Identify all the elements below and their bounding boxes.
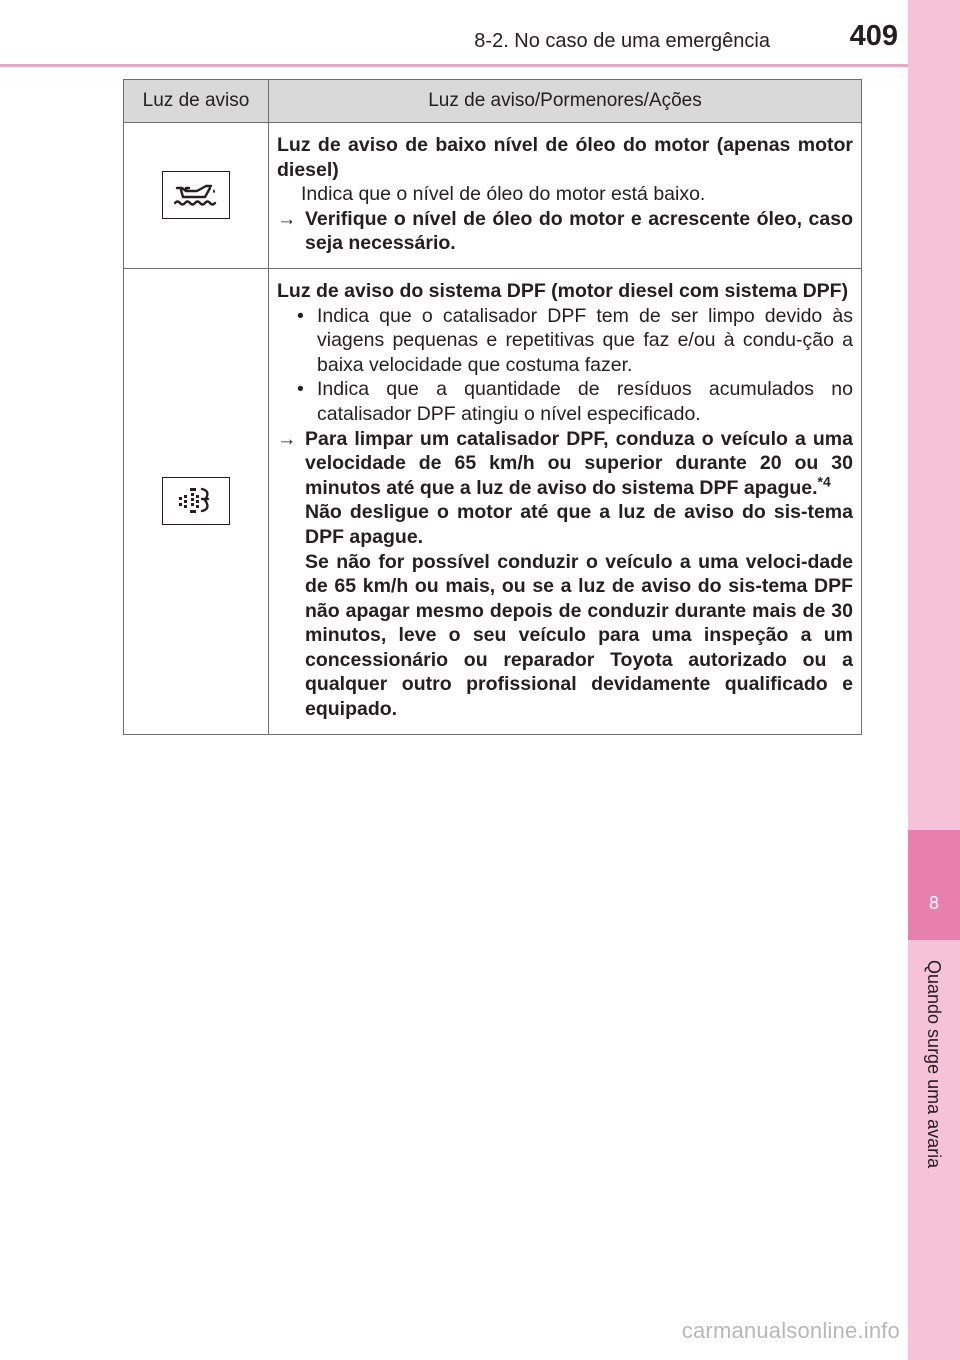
oil-warning-title: Luz de aviso de baixo nível de óleo do motor (apenas motor diesel) — [277, 134, 853, 181]
table-header-row — [124, 80, 862, 123]
arrow-icon: → — [277, 207, 297, 230]
column-header-warning-light: Luz de aviso — [124, 80, 269, 123]
dpf-action-inspection: Se não for possível conduzir o veículo a uma veloci-dade de 65 km/h ou mais, ou se a luz de aviso do sis-tema DPF não apagar mesmo depois de conduzir durante mais de 30 minutos, leve o seu veículo para uma inspeção a um concessionário ou reparador Toyota autorizado ou a qualquer outro profissional devidamente qualificado e equipado. — [305, 550, 853, 721]
page-number: 409 — [849, 20, 898, 52]
oil-warning-action — [277, 207, 853, 256]
dpf-warning-bullet — [277, 304, 853, 378]
bullet-icon: • — [297, 378, 304, 401]
dpf-bullet-text: Indica que a quantidade de resíduos acumulados no catalisador DPF atingiu o nível especificado. — [317, 378, 853, 425]
icon-cell — [124, 123, 269, 269]
chapter-side-tab — [908, 0, 960, 1360]
oil-warning-action-text: Verifique o nível de óleo do motor e acrescente óleo, caso seja necessário. — [305, 207, 853, 255]
dpf-action-engine: Não desligue o motor até que a luz de aviso do sis-tema DPF apague. — [305, 501, 853, 548]
dpf-bullet-text: Indica que o catalisador DPF tem de ser limpo devido às viagens pequenas e repetitivas que faz e/ou à condu-ção a baixa velocidade que costuma fazer. — [317, 304, 853, 376]
dpf-warning-description — [269, 268, 862, 734]
arrow-icon: → — [277, 427, 297, 450]
table-row — [124, 123, 862, 269]
dpf-warning-action — [277, 427, 853, 722]
chapter-tab-active — [908, 830, 960, 940]
dpf-action-drive — [305, 427, 853, 501]
watermark: carmanualsonline.info — [681, 1318, 900, 1343]
section-title: 8-2. No caso de uma emergência — [474, 30, 770, 52]
chapter-number: 8 — [928, 893, 939, 913]
dpf-system-icon — [162, 477, 230, 525]
table-row — [124, 268, 862, 734]
footnote-ref: *4 — [817, 473, 831, 490]
column-header-details: Luz de aviso/Pormenores/Ações — [269, 80, 862, 123]
warning-lights-table — [123, 79, 862, 735]
icon-cell — [124, 268, 269, 734]
chapter-title: Quando surge uma avaria — [924, 960, 944, 1169]
header-rule — [0, 64, 908, 67]
dpf-action-drive-text: Para limpar um catalisador DPF, conduza o veículo a uma velocidade de 65 km/h ou superior durante 20 ou 30 minutos até que a luz de aviso do sistema DPF apague. — [305, 427, 853, 499]
dpf-warning-bullet — [277, 377, 853, 426]
bullet-icon: • — [297, 304, 304, 327]
oil-warning-text: Indica que o nível de óleo do motor está baixo. — [301, 183, 706, 206]
oil-warning-description — [269, 123, 862, 269]
oil-level-icon — [162, 171, 230, 219]
dpf-warning-title: Luz de aviso do sistema DPF (motor diesel com sistema DPF) — [277, 279, 849, 302]
